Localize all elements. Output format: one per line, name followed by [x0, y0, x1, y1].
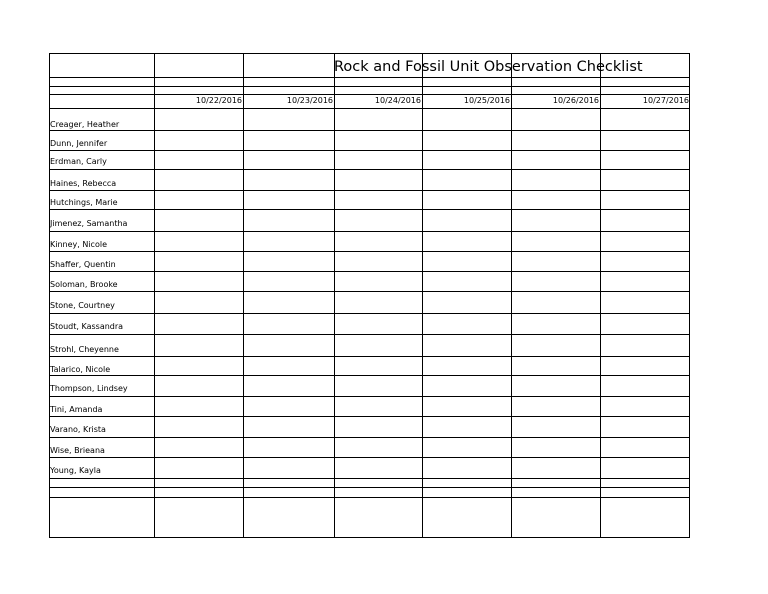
row-line — [50, 209, 689, 210]
row-line — [50, 169, 689, 170]
column-line — [600, 54, 601, 537]
row-line — [50, 291, 689, 292]
column-line — [154, 54, 155, 537]
row-line — [50, 437, 689, 438]
student-name: Jimenez, Samantha — [50, 219, 128, 228]
date-header: 10/22/2016 — [195, 96, 242, 105]
student-name: Wise, Brieana — [50, 446, 105, 455]
row-line — [50, 356, 689, 357]
student-name: Stoudt, Kassandra — [50, 322, 124, 331]
date-header: 10/25/2016 — [463, 96, 510, 105]
row-line — [50, 487, 689, 488]
student-name: Strohl, Cheyenne — [50, 345, 119, 354]
student-name: Kinney, Nicole — [50, 240, 107, 249]
student-name: Creager, Heather — [50, 120, 120, 129]
checklist-grid — [49, 53, 690, 538]
date-header: 10/26/2016 — [552, 96, 599, 105]
student-name: Dunn, Jennifer — [50, 139, 108, 148]
student-name: Soloman, Brooke — [50, 280, 118, 289]
column-line — [511, 54, 512, 537]
row-line — [50, 108, 689, 109]
row-line — [50, 271, 689, 272]
row-line — [50, 478, 689, 479]
row-line — [50, 313, 689, 314]
column-line — [422, 54, 423, 537]
row-line — [50, 190, 689, 191]
student-name: Varano, Krista — [50, 425, 106, 434]
row-line — [50, 77, 689, 78]
student-name: Thompson, Lindsey — [50, 384, 128, 393]
student-name: Hutchings, Marie — [50, 198, 118, 207]
student-name: Talarico, Nicole — [50, 365, 111, 374]
row-line — [50, 375, 689, 376]
row-line — [50, 231, 689, 232]
student-name: Stone, Courtney — [50, 301, 115, 310]
column-line — [334, 54, 335, 537]
row-line — [50, 150, 689, 151]
date-header: 10/23/2016 — [286, 96, 333, 105]
sheet-title: Rock and Fossil Unit Observation Checklist — [334, 59, 643, 75]
row-line — [50, 86, 689, 87]
student-name: Haines, Rebecca — [50, 179, 117, 188]
row-line — [50, 334, 689, 335]
student-name: Young, Kayla — [50, 466, 101, 475]
column-line — [243, 54, 244, 537]
date-header: 10/24/2016 — [374, 96, 421, 105]
student-name: Shaffer, Quentin — [50, 260, 116, 269]
student-name: Tini, Amanda — [50, 405, 103, 414]
row-line — [50, 94, 689, 95]
date-header: 10/27/2016 — [642, 96, 689, 105]
row-line — [50, 251, 689, 252]
row-line — [50, 457, 689, 458]
row-line — [50, 497, 689, 498]
student-name: Erdman, Carly — [50, 157, 107, 166]
row-line — [50, 416, 689, 417]
row-line — [50, 396, 689, 397]
row-line — [50, 130, 689, 131]
